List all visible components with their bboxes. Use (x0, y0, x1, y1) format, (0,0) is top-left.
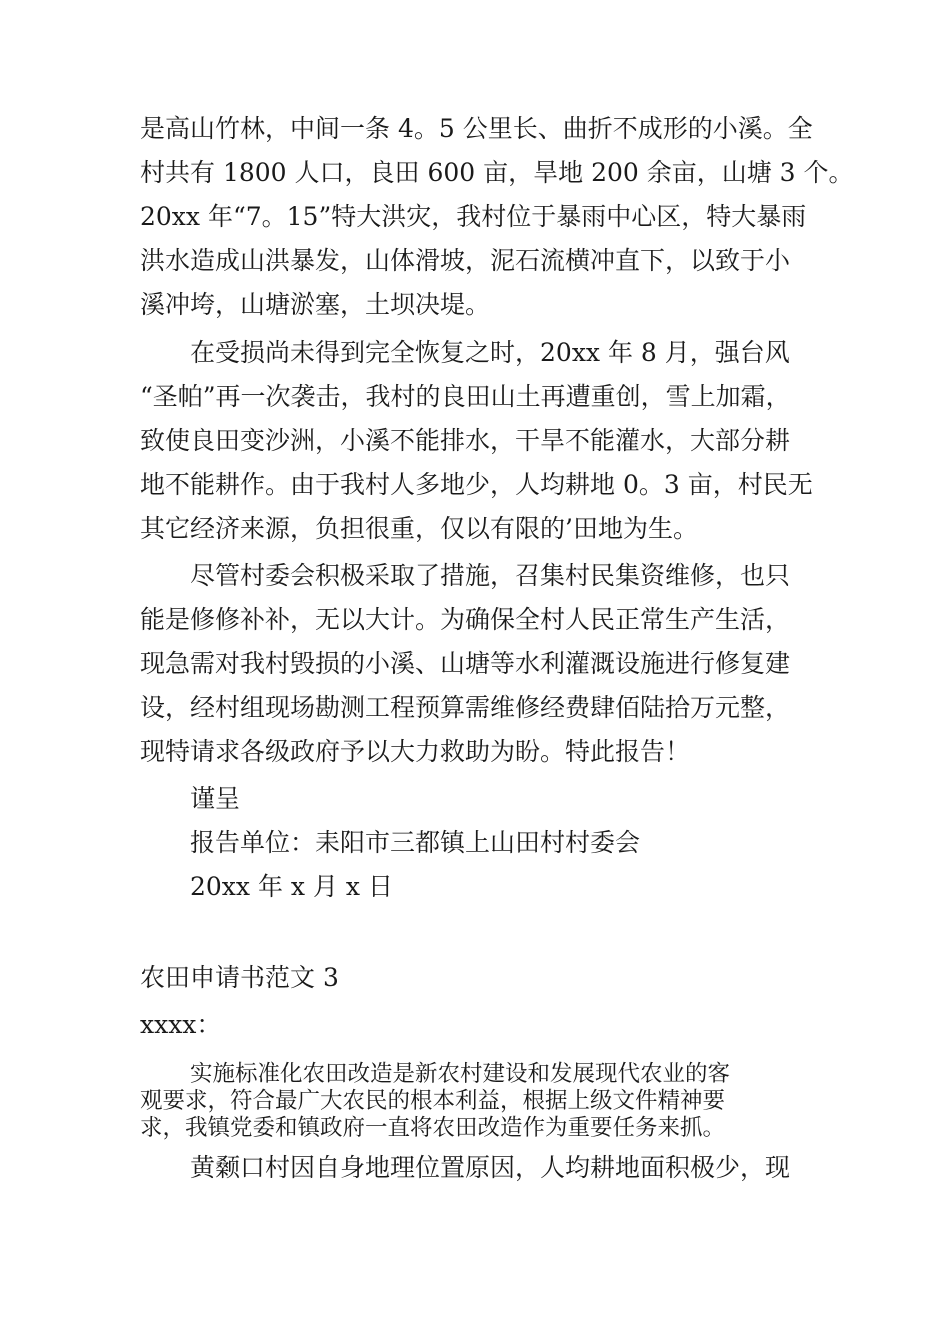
text-line: 设，经村组现场勘测工程预算需维修经费肆佰陆拾万元整， (140, 693, 791, 722)
text-line: 是高山竹林，中间一条 4。5 公里长、曲折不成形的小溪。全 (140, 114, 813, 143)
closing-text: 谨呈 (190, 784, 241, 813)
report-unit: 报告单位：耒阳市三都镇上山田村村委会 (190, 828, 641, 857)
salutation: xxxx： (140, 1010, 222, 1039)
text-line: 洪水造成山洪暴发，山体滑坡，泥石流横冲直下，以致于小 (140, 246, 791, 275)
text-line: 尽管村委会积极采取了措施，召集村民集资维修，也只 (190, 561, 791, 590)
text-line: 黄颡口村因自身地理位置原因，人均耕地面积极少，现 (190, 1153, 791, 1182)
text-line: 村共有 1800 人口，良田 600 亩，旱地 200 余亩，山塘 3 个。 (140, 158, 854, 187)
text-line: 现特请求各级政府予以大力救助为盼。特此报告！ (140, 737, 691, 766)
text-line: 实施标准化农田改造是新农村建设和发展现代农业的客 (190, 1061, 731, 1087)
text-line: 现急需对我村毁损的小溪、山塘等水利灌溉设施进行修复建 (140, 649, 791, 678)
text-line: 求，我镇党委和镇政府一直将农田改造作为重要任务来抓。 (140, 1115, 726, 1141)
report-date: 20xx 年 x 月 x 日 (190, 872, 393, 901)
text-line: 溪冲垮，山塘淤塞，土坝决堤。 (140, 290, 491, 319)
text-line: 致使良田变沙洲，小溪不能排水，干旱不能灌水，大部分耕 (140, 426, 791, 455)
text-line: 20xx 年“7。15”特大洪灾，我村位于暴雨中心区，特大暴雨 (140, 202, 807, 231)
text-line: 能是修修补补，无以大计。为确保全村人民正常生产生活， (140, 605, 791, 634)
text-line: “圣帕”再一次袭击，我村的良田山土再遭重创，雪上加霜， (140, 382, 791, 411)
text-line: 其它经济来源，负担很重，仅以有限的’田地为生。 (140, 514, 698, 543)
section-title: 农田申请书范文 3 (140, 963, 339, 992)
text-line: 观要求，符合最广大农民的根本利益，根据上级文件精神要 (140, 1088, 726, 1114)
text-line: 地不能耕作。由于我村人多地少，人均耕地 0。3 亩，村民无 (140, 470, 813, 499)
text-line: 在受损尚未得到完全恢复之时，20xx 年 8 月，强台风 (190, 338, 790, 367)
